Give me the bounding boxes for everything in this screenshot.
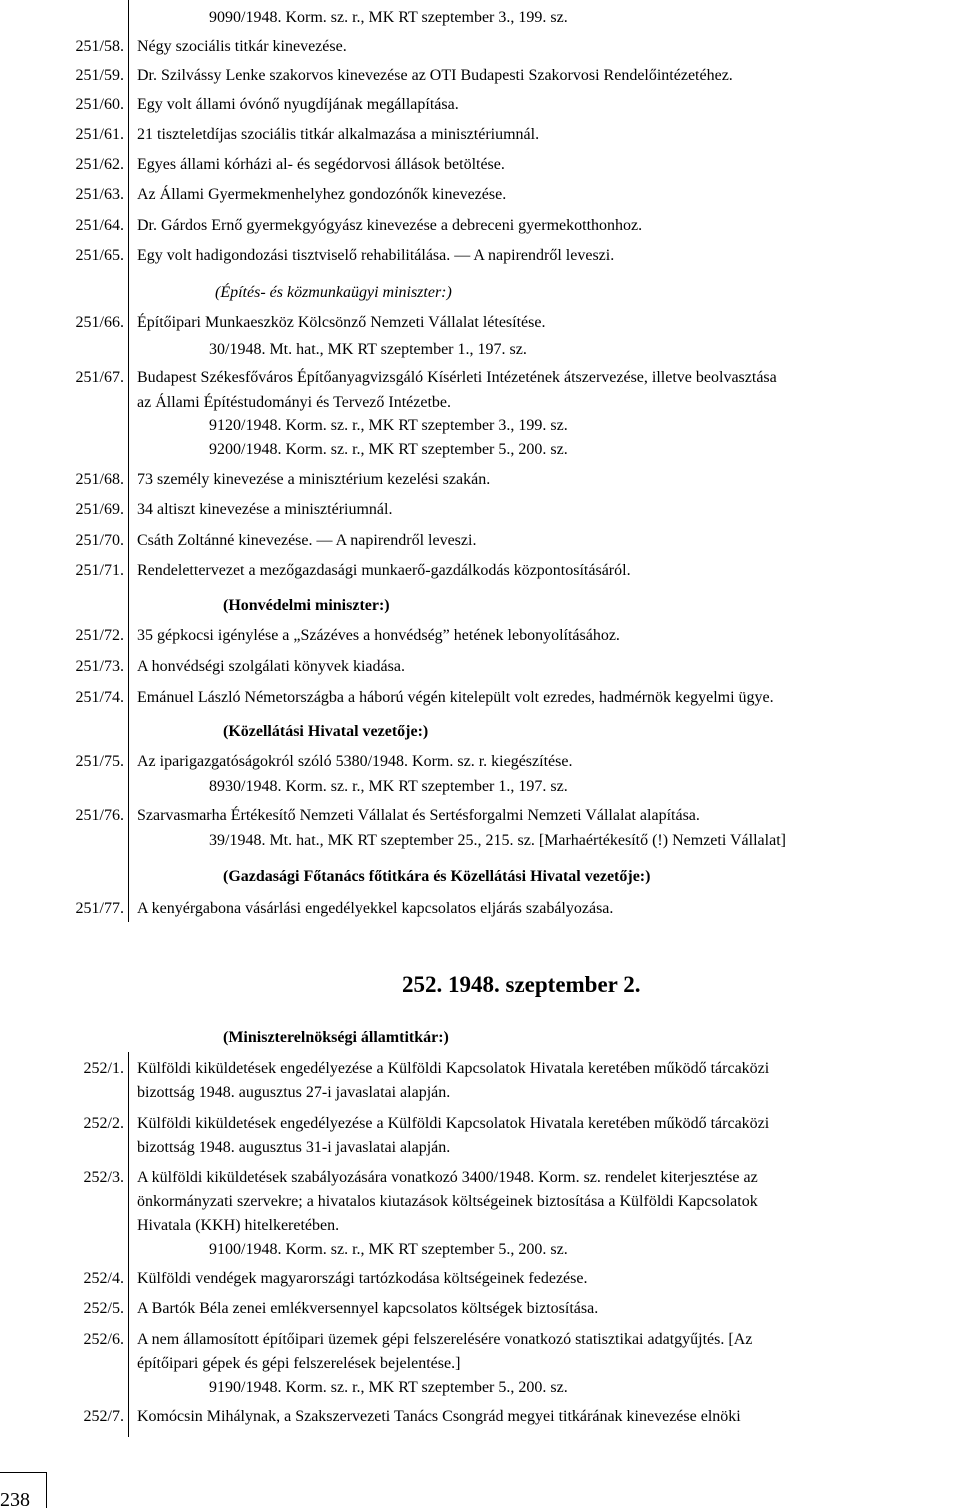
item-number: 251/77. (75, 900, 124, 917)
item-number: 251/76. (75, 807, 124, 824)
item-number: 251/75. (75, 753, 124, 770)
continuation-line: bizottság 1948. augusztus 27-i javaslatai alapján. (137, 1084, 451, 1101)
item-number: 251/71. (75, 562, 124, 579)
item-number: 252/6. (83, 1331, 124, 1348)
item-number: 252/7. (83, 1408, 124, 1425)
item-text: 73 személy kinevezése a minisztérium kezelési szakán. (137, 471, 491, 488)
item-number: 251/69. (75, 501, 124, 518)
item-text: Dr. Gárdos Ernő gyermekgyógyász kinevezése a debreceni gyermekotthonhoz. (137, 217, 643, 234)
item-text: Külföldi kiküldetések engedélyezése a Külföldi Kapcsolatok Hivatala keretében működő tárcaközi (137, 1115, 770, 1132)
item-number: 251/58. (75, 38, 124, 55)
item-text: A Bartók Béla zenei emlékversennyel kapcsolatos költségek biztosítása. (137, 1300, 599, 1317)
item-number: 251/74. (75, 689, 124, 706)
item-text: Külföldi vendégek magyarországi tartózkodása költségeinek fedezése. (137, 1270, 588, 1287)
item-number: 251/60. (75, 96, 124, 113)
item-number: 251/72. (75, 627, 124, 644)
item-number: 251/68. (75, 471, 124, 488)
item-number: 251/59. (75, 67, 124, 84)
item-text: Az Állami Gyermekmenhelyhez gondozónők kinevezése. (137, 186, 507, 203)
continuation-line: 30/1948. Mt. hat., MK RT szeptember 1., 197. sz. (209, 341, 527, 358)
item-text: Négy szociális titkár kinevezése. (137, 38, 347, 55)
item-number: 251/61. (75, 126, 124, 143)
item-number: 251/67. (75, 369, 124, 386)
item-number: 251/64. (75, 217, 124, 234)
ministry-header: (Gazdasági Főtanács főtitkára és Közellátási Hivatal vezetője:) (223, 868, 651, 885)
item-number: 251/65. (75, 247, 124, 264)
continuation-line: 9100/1948. Korm. sz. r., MK RT szeptember 5., 200. sz. (209, 1241, 568, 1258)
continuation-line: 39/1948. Mt. hat., MK RT szeptember 25., 215. sz. [Marhaértékesítő (!) Nemzeti Vállalat] (209, 832, 786, 849)
item-text: Külföldi kiküldetések engedélyezése a Külföldi Kapcsolatok Hivatala keretében működő tárcaközi (137, 1060, 770, 1077)
item-text: A kenyérgabona vásárlási engedélyekkel kapcsolatos eljárás szabályozása. (137, 900, 614, 917)
item-text: A külföldi kiküldetések szabályozására vonatkozó 3400/1948. Korm. sz. rendelet kiterjesztése az (137, 1169, 758, 1186)
item-text: Egy volt állami óvónő nyugdíjának megállapítása. (137, 96, 459, 113)
item-text: A nem államosított építőipari üzemek gépi felszerelésére vonatkozó statisztikai adatgyűjtés. [Az (137, 1331, 753, 1348)
section-heading: 252. 1948. szeptember 2. (402, 972, 641, 997)
page-number: 238 (0, 1489, 30, 1511)
item-text: 21 tiszteletdíjas szociális titkár alkalmazása a minisztériumnál. (137, 126, 540, 143)
continuation-line: az Állami Építéstudományi és Tervező Intézetbe. (137, 394, 452, 411)
continuation-line: építőipari gépek és gépi felszerelések bejelentése.] (137, 1355, 461, 1372)
item-text: Az iparigazgatóságokról szóló 5380/1948. Korm. sz. r. kiegészítése. (137, 753, 573, 770)
continuation-line: 8930/1948. Korm. sz. r., MK RT szeptember 1., 197. sz. (209, 778, 568, 795)
item-text: Dr. Szilvássy Lenke szakorvos kinevezése az OTI Budapesti Szakorvosi Rendelőintézetéhez. (137, 67, 733, 84)
continuation-line: bizottság 1948. augusztus 31-i javaslatai alapján. (137, 1139, 451, 1156)
continuation-line: 9120/1948. Korm. sz. r., MK RT szeptember 3., 199. sz. (209, 417, 568, 434)
item-text: Szarvasmarha Értékesítő Nemzeti Vállalat és Sertésforgalmi Nemzeti Vállalat alapítása. (137, 807, 700, 824)
item-text: 34 altiszt kinevezése a minisztériumnál. (137, 501, 393, 518)
ministry-header: (Közellátási Hivatal vezetője:) (223, 723, 429, 740)
item-text: Építőipari Munkaeszköz Kölcsönző Nemzeti Vállalat létesítése. (137, 314, 546, 331)
item-text: Emánuel László Németországba a háború végén kitelepült volt ezredes, hadmérnök kegyelmi ügye. (137, 689, 774, 706)
item-text: Csáth Zoltánné kinevezése. — A napirendről leveszi. (137, 532, 477, 549)
item-number: 251/63. (75, 186, 124, 203)
continuation-line: 9190/1948. Korm. sz. r., MK RT szeptember 5., 200. sz. (209, 1379, 568, 1396)
item-number: 251/70. (75, 532, 124, 549)
item-number: 251/62. (75, 156, 124, 173)
item-number: 251/66. (75, 314, 124, 331)
item-number: 251/73. (75, 658, 124, 675)
item-number: 252/5. (83, 1300, 124, 1317)
ministry-header: (Miniszterelnökségi államtitkár:) (223, 1029, 449, 1046)
item-text: 35 gépkocsi igénylése a „Százéves a honvédség” hetének lebonyolításához. (137, 627, 620, 644)
item-text: A honvédségi szolgálati könyvek kiadása. (137, 658, 405, 675)
item-text: Egyes állami kórházi al- és segédorvosi állások betöltése. (137, 156, 505, 173)
ministry-header: (Honvédelmi miniszter:) (223, 597, 390, 614)
item-number: 252/1. (83, 1060, 124, 1077)
continuation-line: Hivatala (KKH) hitelkeretében. (137, 1217, 340, 1234)
item-number: 252/2. (83, 1115, 124, 1132)
item-text: Budapest Székesfőváros Építőanyagvizsgáló Kísérleti Intézetének átszervezése, illetve beolvasztása (137, 369, 777, 386)
ministry-header: (Építés- és közmunkaügyi miniszter:) (215, 284, 452, 301)
item-text: Rendelettervezet a mezőgazdasági munkaerő-gazdálkodás központosításáról. (137, 562, 631, 579)
item-number: 252/3. (83, 1169, 124, 1186)
continuation-line: önkormányzati szervekre; a hivatalos kiutazások költségeinek biztosítása a Külföldi Kapcsolatok (137, 1193, 758, 1210)
continuation-line: 9200/1948. Korm. sz. r., MK RT szeptember 5., 200. sz. (209, 441, 568, 458)
margin-rule-lower (128, 1052, 129, 1437)
item-text: Egy volt hadigondozási tisztviselő rehabilitálása. — A napirendről leveszi. (137, 247, 615, 264)
item-text: Komócsin Mihálynak, a Szakszervezeti Tanács Csongrád megyei titkárának kinevezése elnöki (137, 1408, 741, 1425)
continuation-line: 9090/1948. Korm. sz. r., MK RT szeptember 3., 199. sz. (209, 9, 568, 26)
margin-rule-upper (128, 0, 129, 922)
item-number: 252/4. (83, 1270, 124, 1287)
